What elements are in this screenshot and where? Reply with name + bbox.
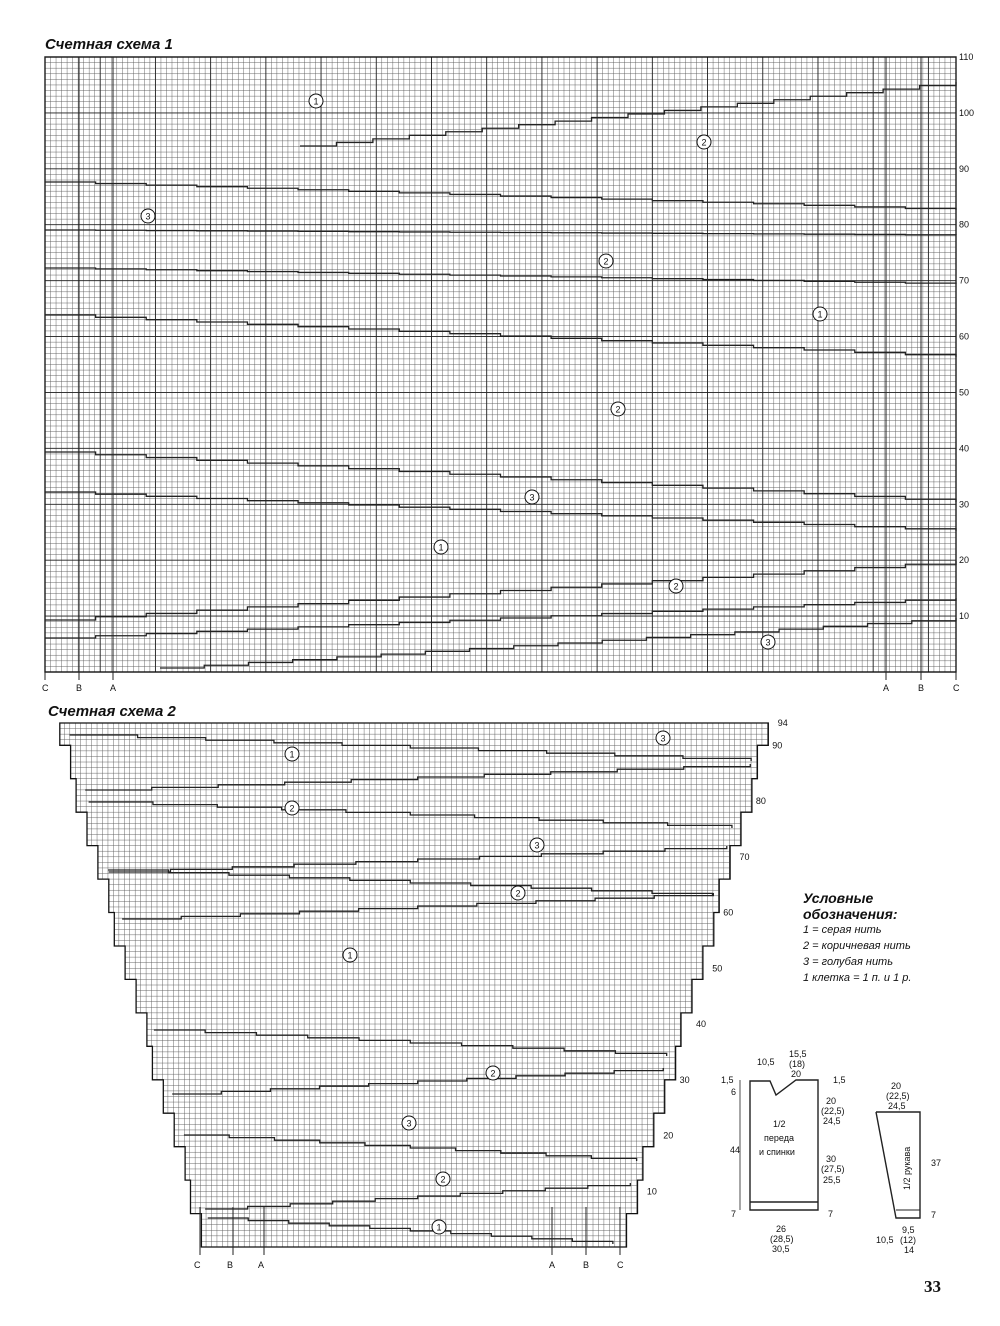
chart1-row-tick-90: 90 xyxy=(959,163,970,174)
body-label-2: и спинки xyxy=(759,1147,795,1157)
body-side-1: (27,5) xyxy=(821,1164,845,1174)
chart2-zone-label-4 xyxy=(511,886,525,900)
chart1-color-line-9 xyxy=(160,618,956,668)
chart2-zone-label-4-text: 2 xyxy=(515,888,521,899)
chart2-zone-label-9 xyxy=(432,1220,446,1234)
chart1-zone-label-0 xyxy=(309,94,323,108)
body-shoulder-right: 1,5 xyxy=(833,1075,846,1085)
chart1-title: Счетная схема 1 xyxy=(45,36,173,53)
chart2-color-line-5 xyxy=(122,893,713,919)
chart2-zone-label-6 xyxy=(486,1066,500,1080)
chart1-row-tick-60: 60 xyxy=(959,331,970,342)
chart1-zone-label-6-text: 3 xyxy=(529,492,535,503)
legend xyxy=(803,890,953,986)
body-top-left: 10,5 xyxy=(757,1057,775,1067)
chart2-row-tick-20: 20 xyxy=(663,1130,674,1141)
chart1-color-line-6 xyxy=(45,492,956,531)
sleeve-cuff-2: 14 xyxy=(904,1245,915,1255)
chart1-bottom-label-left-2: A xyxy=(110,683,117,693)
chart1-bottom-label-right-1: B xyxy=(918,683,925,693)
chart1-color-line-8 xyxy=(45,598,956,638)
chart1-bottom-label-left-0: C xyxy=(42,683,49,693)
chart1-zone-label-7-text: 1 xyxy=(438,542,444,553)
chart2-bottom-label-right-0: A xyxy=(549,1260,556,1270)
chart1-color-line-2 xyxy=(45,230,956,235)
chart1-color-line-7 xyxy=(45,561,956,620)
chart1-row-tick-20: 20 xyxy=(959,555,970,566)
chart2-zone-label-6-text: 2 xyxy=(490,1068,496,1079)
body-height: 44 xyxy=(730,1145,741,1155)
chart1-zone-label-3 xyxy=(599,254,613,268)
sleeve-top-1: (22,5) xyxy=(886,1091,910,1101)
chart1-grid xyxy=(45,57,956,672)
chart2-zone-label-7 xyxy=(402,1116,416,1130)
body-label-1: переда xyxy=(764,1133,794,1143)
chart1-color-line-1 xyxy=(45,182,956,210)
chart1-zone-label-3-text: 2 xyxy=(603,256,609,267)
chart2-zone-label-0-text: 3 xyxy=(660,733,666,744)
chart1-zone-label-8 xyxy=(669,579,683,593)
chart1-row-tick-30: 30 xyxy=(959,499,970,510)
sleeve-rib: 7 xyxy=(931,1210,937,1220)
legend-item-3: 3 = голубая нить xyxy=(803,956,894,968)
body-neck-depth: 6 xyxy=(731,1087,737,1097)
legend-item-2: 2 = коричневая нить xyxy=(803,940,911,952)
chart2-bottom-label-right-2: C xyxy=(617,1260,624,1270)
body-armhole-0: 20 xyxy=(826,1096,837,1106)
chart1-bottom-label-left-1: B xyxy=(76,683,83,693)
chart2-bottom-label-left-1: B xyxy=(227,1260,234,1270)
body-armhole-2: 24,5 xyxy=(823,1116,841,1126)
chart2-color-line-7 xyxy=(172,1068,663,1094)
chart1-color-line-3 xyxy=(45,268,956,284)
chart1-bottom-label-right-0: A xyxy=(883,683,890,693)
chart2-row-tick-10: 10 xyxy=(646,1186,657,1197)
chart1-row-tick-70: 70 xyxy=(959,275,970,286)
chart1-zone-label-1-text: 2 xyxy=(701,137,707,148)
body-label-0: 1/2 xyxy=(773,1119,786,1129)
chart2-zone-label-0 xyxy=(656,731,670,745)
chart1-zone-label-5 xyxy=(611,402,625,416)
page-number: 33 xyxy=(924,1277,941,1296)
sleeve-outline xyxy=(876,1112,920,1218)
chart2-row-tick-30: 30 xyxy=(679,1074,690,1085)
body-width-1: (28,5) xyxy=(770,1234,794,1244)
sleeve-top-0: 20 xyxy=(891,1081,902,1091)
body-shoulder-left: 1,5 xyxy=(721,1075,734,1085)
chart2-row-tick-50: 50 xyxy=(712,963,723,974)
chart2-color-line-9 xyxy=(205,1183,630,1209)
chart1-row-tick-50: 50 xyxy=(959,387,970,398)
body-width-2: 30,5 xyxy=(772,1244,790,1254)
chart2-zone-label-8-text: 2 xyxy=(440,1174,446,1185)
chart1-zone-label-1 xyxy=(697,135,711,149)
chart1-zone-label-7 xyxy=(434,540,448,554)
chart1-bottom-label-right-2: C xyxy=(953,683,960,693)
chart1-row-tick-40: 40 xyxy=(959,443,970,454)
chart2-zone-label-3 xyxy=(530,838,544,852)
body-neck-2: 20 xyxy=(791,1069,802,1079)
chart2-color-line-1 xyxy=(85,764,750,790)
body-armhole-1: (22,5) xyxy=(821,1106,845,1116)
chart2-zone-label-5-text: 1 xyxy=(347,950,353,961)
chart2-zone-label-3-text: 3 xyxy=(534,840,540,851)
chart1-row-tick-80: 80 xyxy=(959,219,970,230)
chart2-title: Счетная схема 2 xyxy=(48,703,176,720)
body-neck-0: 15,5 xyxy=(789,1049,807,1059)
chart2-bottom-label-left-2: A xyxy=(258,1260,265,1270)
chart2-row-tick-60: 60 xyxy=(723,907,734,918)
sleeve-cuff-0: 9,5 xyxy=(902,1225,915,1235)
chart1-row-tick-10: 10 xyxy=(959,611,970,622)
chart1-zone-label-9-text: 3 xyxy=(765,637,771,648)
chart2-row-tick-70: 70 xyxy=(739,851,750,862)
chart2-zone-label-7-text: 3 xyxy=(406,1118,412,1129)
chart2-row-tick-40: 40 xyxy=(695,1019,706,1030)
chart2-row-tick-80: 80 xyxy=(755,796,766,807)
legend-item-1: 1 = серая нить xyxy=(803,924,882,936)
chart2-row-tick-90: 90 xyxy=(772,740,783,751)
body-rib-right: 7 xyxy=(828,1209,834,1219)
chart2-row-tick-94: 94 xyxy=(777,718,788,728)
body-side-2: 25,5 xyxy=(823,1175,841,1185)
chart2-bottom-label-left-0: C xyxy=(194,1260,201,1270)
chart2-zone-label-8 xyxy=(436,1172,450,1186)
chart2-zone-label-1-text: 1 xyxy=(289,749,295,760)
chart2-zone-label-9-text: 1 xyxy=(436,1222,442,1233)
chart1-zone-label-9 xyxy=(761,635,775,649)
chart2-color-line-8 xyxy=(184,1135,637,1161)
sleeve-cuff-1: (12) xyxy=(900,1235,917,1245)
chart1-row-tick-110: 110 xyxy=(959,52,974,62)
legend-item-4: 1 клетка = 1 п. и 1 р. xyxy=(803,972,912,984)
body-rib-left: 7 xyxy=(731,1209,737,1219)
chart2-zone-label-5 xyxy=(343,948,357,962)
chart1-zone-label-4 xyxy=(813,307,827,321)
chart1-zone-label-5-text: 2 xyxy=(615,404,621,415)
chart2-zone-label-1 xyxy=(285,747,299,761)
chart2-bottom-label-right-1: B xyxy=(583,1260,590,1270)
chart2-color-line-0 xyxy=(69,735,751,761)
chart1-zone-label-2 xyxy=(141,209,155,223)
chart1-row-tick-100: 100 xyxy=(959,107,975,118)
chart2-zone-label-2 xyxy=(285,801,299,815)
sleeve-height: 37 xyxy=(931,1158,942,1168)
chart2-zone-label-2-text: 2 xyxy=(289,803,295,814)
chart1-zone-label-4-text: 1 xyxy=(817,309,823,320)
body-width-0: 26 xyxy=(776,1224,787,1234)
chart2-color-line-2 xyxy=(89,802,732,828)
body-outline xyxy=(750,1080,818,1210)
legend-title: Условные обозначения: xyxy=(803,890,898,922)
sleeve-label: 1/2 рукава xyxy=(902,1146,912,1190)
chart1-zone-label-2-text: 3 xyxy=(145,211,151,222)
body-neck-1: (18) xyxy=(789,1059,806,1069)
chart1-zone-label-8-text: 2 xyxy=(673,581,679,592)
body-side-0: 30 xyxy=(826,1154,837,1164)
sleeve-top-2: 24,5 xyxy=(888,1101,906,1111)
chart1-zone-label-0-text: 1 xyxy=(313,96,319,107)
chart1-zone-label-6 xyxy=(525,490,539,504)
chart2-color-line-4 xyxy=(108,870,712,896)
sleeve-cuff-left: 10,5 xyxy=(876,1235,894,1245)
